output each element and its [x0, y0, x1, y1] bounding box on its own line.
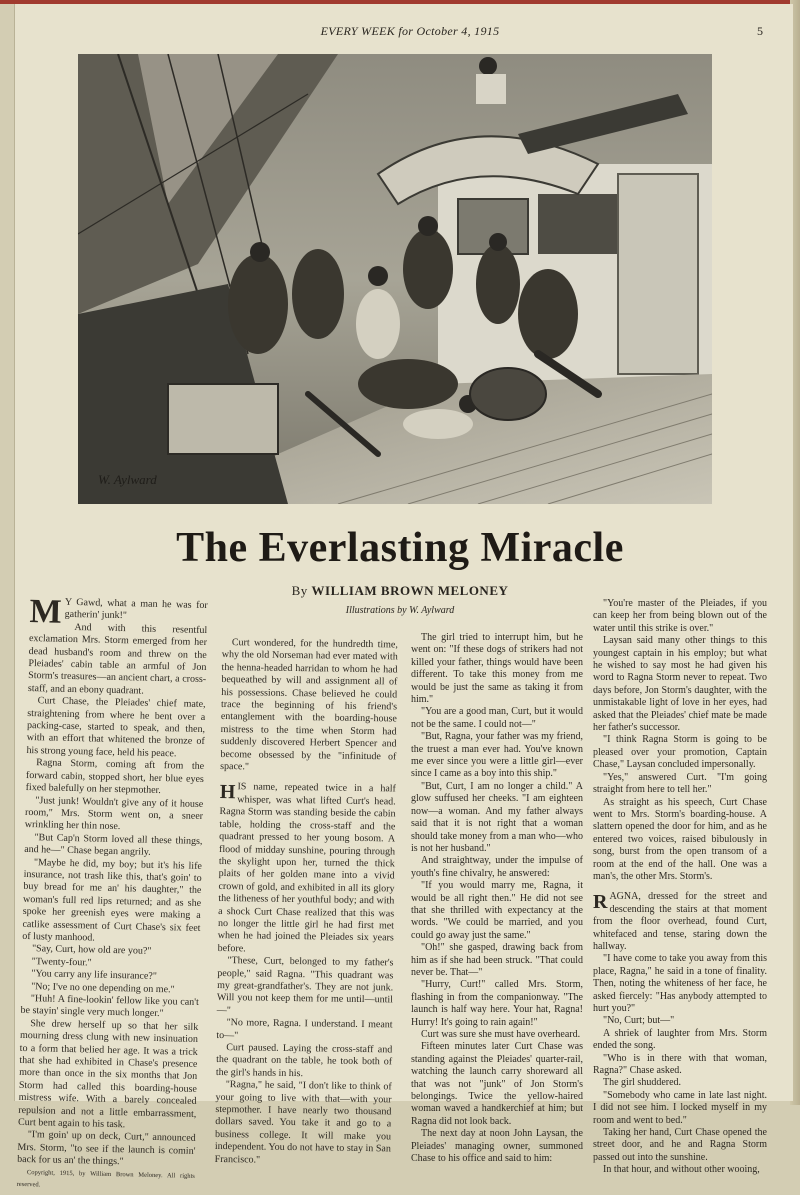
paragraph: "I'm goin' up on deck, Curt," announced Mrs. Storm, "to see if the launch is comin' back for us an' the things.": [17, 1129, 196, 1168]
paragraph: Fifteen minutes later Curt Chase was standing against the Pleiades' quarter-rail, watching the launch carry shoreward all that was not "junk" of Jon Storm's belongings. Twice the yellow-haired woman waved a handkerchief at him; but Ragna did not look back.: [411, 1041, 583, 1127]
paragraph: "No, Curt; but—": [603, 1015, 675, 1027]
paragraph: "Maybe he did, my boy; but it's his life insurance, not trash like this, that's goin' to buy bread for me an' his daughter," the woman's full red lips returned; and as she spoke her greenish eyes were making a catlike assessment of Curt Chase's six feet of lusty manhood.: [22, 856, 203, 944]
paragraph: She drew herself up so that her silk mourning dress clung with new insinuation to a form that belied her age. It was a trick that she had exhibited in Chase's presence more than once in the six months that Jon Storm had called this boarding-house mistress wife. With a barely concealed repulsion and not a little embarrassment, Curt bent again to his task.: [17, 1017, 199, 1131]
paragraph: Curt Chase, the Pleiades' chief mate, straightening from where he bent over a packing-case, started to speak, and then, with an effort that whitened the bronze of his strong young face, held his peace.: [26, 695, 206, 760]
paragraph: "If you would marry me, Ragna, it would be all right then." He did not see that she thrilled with expectancy at the words. "We could be married, and you could go away just the same.": [411, 880, 583, 941]
story-illustration: [78, 54, 712, 504]
paragraph: A shriek of laughter from Mrs. Storm ended the song.: [593, 1027, 767, 1052]
story-title: The Everlasting Miracle: [176, 525, 624, 571]
paragraph: "Just junk! Wouldn't give any of it house room," Mrs. Storm went on, a sneer wrinkling her thin nose.: [24, 794, 204, 833]
paragraph: "Oh!" she gasped, drawing back from him as if she had been struck. "That could never be. That—": [411, 942, 583, 978]
paragraph: The girl shuddered.: [603, 1077, 682, 1089]
drop-cap: H: [219, 781, 236, 804]
running-head: EVERY WEEK for October 4, 1915: [320, 24, 500, 38]
paragraph: H IS name, repeated twice in a half whisper, was what lifted Curt's head. Ragna Storm was standing beside the cabin table, holding the cross-staff and the quadrant pressed to her young bosom. A flood of midday sunshine, pouring through the skylight upon her, turned the thick plaits of her golden mane into a vivid crown of gold, and exhibited in all its glory the litheness of her youthful body; and with a shock Curt Chase realized that this was no longer the little girl he had first met when he had joined the Pleiades six years before.: [217, 781, 396, 955]
copyright-notice: Copyright, 1915, by William Brown Meloney. All rights reserved.: [16, 1168, 195, 1189]
author-name: WILLIAM BROWN MELONEY: [311, 583, 509, 598]
paragraph: "But, Ragna, your father was my friend, the truest a man ever had. You've known me ever since you were a little girl—ever since I came as a boy into this ship.": [411, 731, 583, 780]
paragraph: "You're master of the Pleiades, if you can keep her from being blown out of the water until this strike is over.": [593, 598, 767, 634]
paragraph: "No; I've no one depending on me.": [31, 980, 175, 995]
paragraph: "But Cap'n Storm loved all these things, and he—" Chase began angrily.: [24, 831, 203, 858]
paragraph: "Yes," answered Curt. "I'm going straight from here to tell her.": [593, 771, 767, 796]
paragraph: "I think Ragna Storm is going to be pleased over your promotion, Captain Chase," Laysan concluded impersonally.: [593, 734, 767, 771]
paragraph: "Say, Curt, how old are you?": [31, 943, 152, 958]
page-number: 5: [757, 24, 763, 38]
paragraph: "Hurry, Curt!" called Mrs. Storm, flashing in from the companionway. "The launch is half way here. Your hat, Ragna! Hurry! It's going to rain again!": [411, 979, 583, 1028]
paragraph: "Ragna," he said, "I don't like to think of your going to live with that—with your stepmother. I have nearly two thousand dollars saved. You take it and go to a business college. It will make you independent. You do not have to stay in San Francisco.": [214, 1079, 392, 1166]
text-column-3: [411, 632, 583, 1165]
paragraph: M Y Gawd, what a man he was for gatherin' junk!": [29, 593, 208, 631]
illustration-credit: Illustrations by W. Aylward: [345, 605, 455, 616]
paragraph: "I have come to take you away from this place, Ragna," he said in a tone of finality. Then, noting the whiteness of her face, he asked fiercely: "Has anybody attempted to hurt you?": [593, 953, 767, 1014]
paragraph: "But, Curt, I am no longer a child." A glow suffused her cheeks. "I am eighteen now—a woman. And my father always said that it is not right that a woman should take money from a man who—who is not her husband.": [411, 780, 583, 854]
paragraph: And straightway, under the impulse of youth's fine chivalry, he answered:: [411, 855, 583, 879]
paragraph: Curt paused. Laying the cross-staff and the quadrant on the table, he took both of the girl's hands in his.: [215, 1042, 393, 1079]
byline-prefix: By: [291, 583, 308, 598]
paragraph: Laysan said many other things to this youngest captain in his employ; but what he wished to say most he had given his word to Ragna Storm never to repeat. Two days before, Jon Storm's daughter, with the unmistakable light of love in her eyes, had asked that the Pleiades' chief mate be made her father's successor.: [593, 635, 767, 734]
paragraph: In that hour, and without other wooing,: [603, 1164, 760, 1176]
paragraph: "Somebody who came in late last night. I did not see him. I locked myself in my room and went to bed.": [593, 1089, 767, 1126]
paragraph: "You carry any life insurance?": [31, 968, 157, 983]
text-column-1: [16, 593, 208, 1195]
paragraph: Taking her hand, Curt Chase opened the street door, and he and Ragna Storm passed out into the sunshine.: [593, 1127, 767, 1163]
byline: [220, 583, 580, 599]
paragraph: Curt was sure she must have overheard.: [421, 1029, 581, 1040]
paragraph: "These, Curt, belonged to my father's people," said Ragna. "This quadrant was my great-grandfather's. They are not junk. Will you not keep them for me until—until—": [216, 955, 394, 1016]
paragraph: "Twenty-four.": [31, 955, 92, 969]
paragraph: "You are a good man, Curt, but it would not be the same. I could not—": [411, 706, 583, 730]
deck-fight-illustration: [78, 54, 712, 504]
paragraph: Ragna Storm, coming aft from the forward cabin, stopped short, her blue eyes fixed balefully on her stepmother.: [25, 757, 205, 797]
text-column-4: [593, 598, 767, 1177]
paragraph: R AGNA, dressed for the street and descending the stairs at that moment from the floor overhead, found Curt, whitefaced and tense, staring down the hallway.: [593, 891, 767, 952]
drop-cap: M: [29, 593, 63, 631]
paragraph: "Huh! A fine-lookin' fellow like you can't be stayin' single very much longer.": [20, 993, 199, 1020]
paragraph: As straight as his speech, Curt Chase went to Mrs. Storm's boarding-house. A slattern opened the door for him, and as he entered two voices, raised bibulously in song, burst from the open transom of a room at the end of the hall. One was a man's, the other Mrs. Storm's.: [593, 796, 767, 882]
artist-signature: W. Aylward: [98, 472, 157, 487]
text-column-2: [215, 637, 398, 1168]
drop-cap: R: [593, 891, 608, 914]
paragraph: "Who is in there with that woman, Ragna?" Chase asked.: [593, 1052, 767, 1077]
paragraph: The girl tried to interrupt him, but he went on: "If these dogs of strikers had not killed your father, things would have been different. To take this money from me would be just the same as taking it from him.": [411, 632, 583, 706]
paragraph: The next day at noon John Laysan, the Pleiades' managing owner, summoned Chase to his office and said to him:: [411, 1128, 583, 1165]
paragraph: Curt wondered, for the hundredth time, why the old Norseman had ever mated with the henna-headed harridan to whom he had bequeathed by will and assignment all of his possessions. Chase believed he could trace the beginning of his friend's entanglement with the boarding-house mistress to the time when Storm had suddenly discovered Herbert Spencer and become obsessed by the "infinitude of space.": [220, 637, 398, 773]
paragraph: And with this resentful exclamation Mrs. Storm emerged from her dead husband's room and threw on the Pleiades' cabin table an armful of Jon Storm's treasures—an ancient chart, a cross-staff, and an ebony quadrant.: [27, 621, 208, 697]
paragraph: "No more, Ragna. I understand. I meant to—": [216, 1017, 393, 1041]
